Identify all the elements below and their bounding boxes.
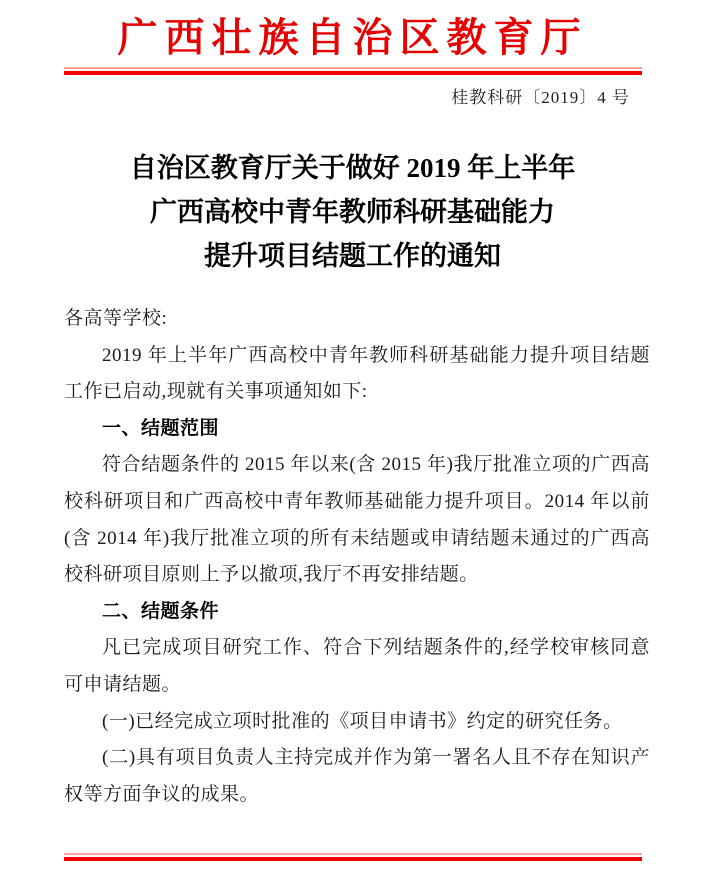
letterhead-divider	[64, 67, 642, 75]
salutation: 各高等学校:	[64, 308, 168, 329]
notice-title	[0, 146, 705, 278]
intro-paragraph: 2019 年上半年广西高校中青年教师科研基础能力提升项目结题工作已启动,现就有关事项通知如下:	[64, 344, 650, 403]
condition-item-1: (一)已经完成立项时批准的《项目申请书》约定的研究任务。	[102, 710, 623, 732]
document-number: 桂教科研〔2019〕4 号	[451, 88, 630, 107]
section-1-heading: 一、结题范围	[102, 417, 220, 439]
letterhead-divider-thick-line	[64, 71, 642, 75]
notice-title-line-1: 自治区教育厅关于做好 2019 年上半年	[129, 153, 576, 183]
notice-title-line-3: 提升项目结题工作的通知	[204, 241, 501, 271]
footer-divider-thick-line	[64, 857, 642, 861]
footer-divider	[64, 853, 642, 861]
letterhead-agency-name: 广西壮族自治区教育厅	[117, 15, 588, 60]
notice-title-line-2: 广西高校中青年教师科研基础能力	[150, 197, 555, 227]
section-2-paragraph: 凡已完成项目研究工作、符合下列结题条件的,经学校审核同意可申请结题。	[64, 637, 650, 695]
section-1-paragraph: 符合结题条件的 2015 年以来(含 2015 年)我厅批准立项的广西高校科研项目和广西高校中青年教师基础能力提升项目。2014 年以前(含 2014 年)我厅批准立项的所有未结题或申请结题未通过的广西高校科研项目原则上予以撤项,我厅不再安排结题。	[64, 454, 650, 586]
condition-item-2: (二)具有项目负责人主持完成并作为第一署名人且不存在知识产权等方面争议的成果。	[64, 747, 650, 805]
section-2-heading: 二、结题条件	[102, 600, 220, 622]
notice-body	[64, 301, 650, 813]
